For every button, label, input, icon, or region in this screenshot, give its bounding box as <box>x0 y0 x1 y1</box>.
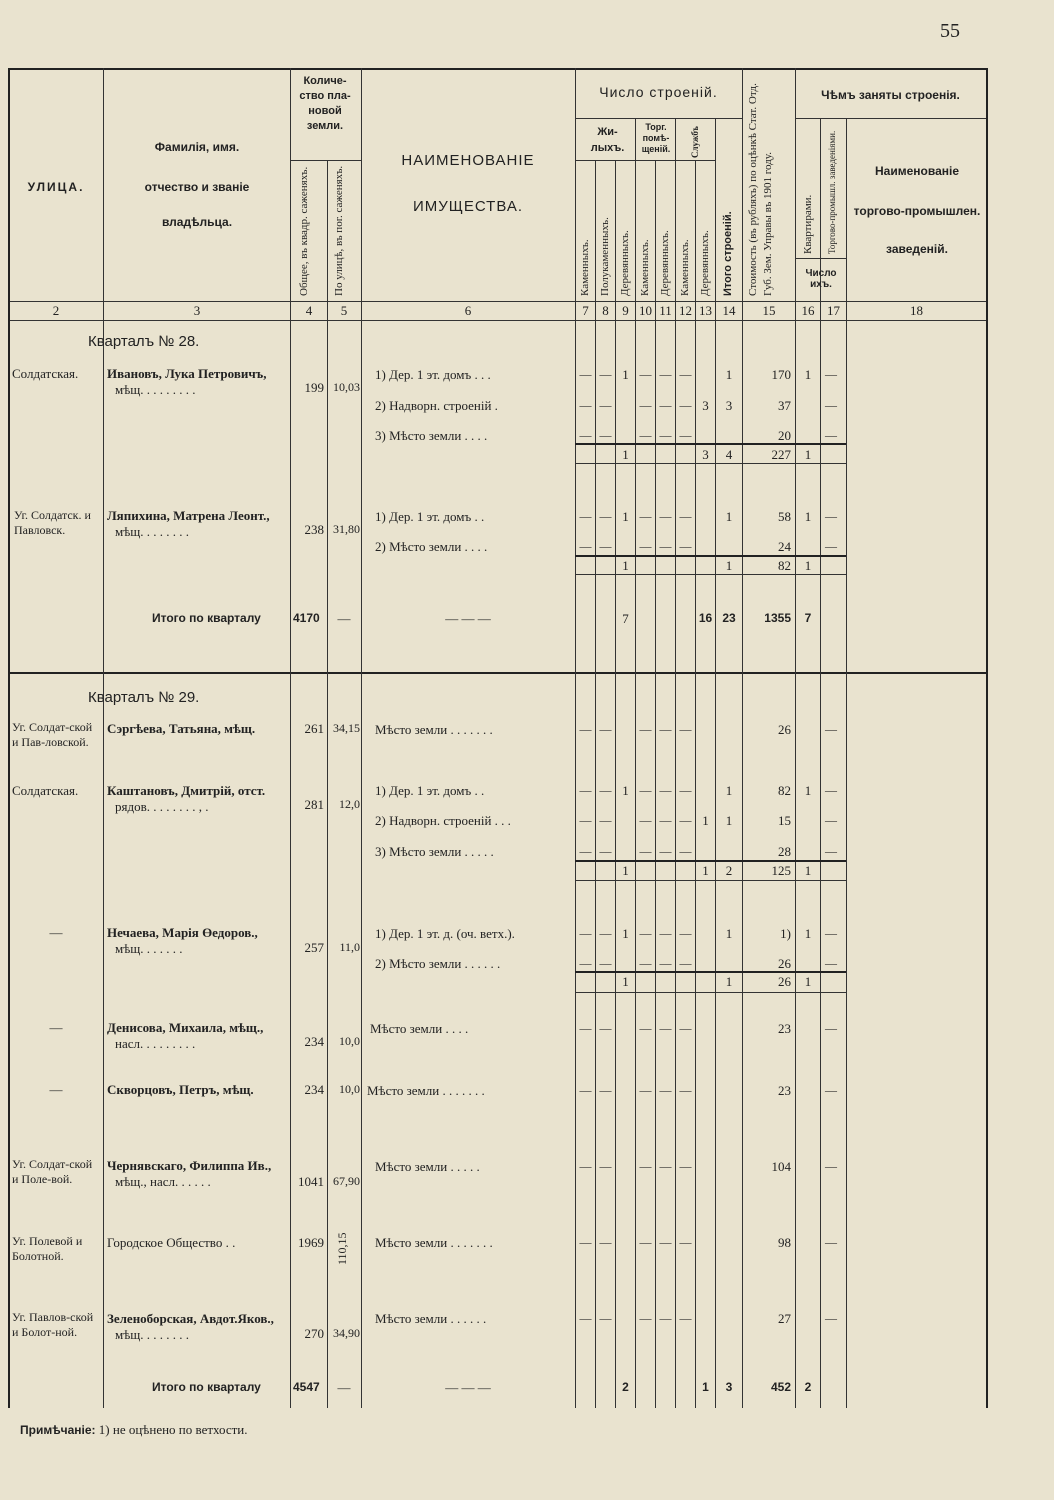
empty-cell-dash: — <box>639 398 652 412</box>
empty-cell-dash: — <box>639 722 652 736</box>
empty-cell-dash: — <box>679 813 692 827</box>
empty-cell-dash: — <box>659 956 672 970</box>
empty-cell-dash: — <box>659 844 672 858</box>
empty-cell-dash: — <box>679 367 692 381</box>
empty-cell-dash: — <box>579 1235 592 1249</box>
header-occupied: Чѣмъ заняты строенія. <box>821 88 960 102</box>
empty-cell-dash: — <box>679 1021 692 1035</box>
empty-cell-dash: — <box>639 1235 652 1249</box>
empty-cell-dash: — <box>599 367 612 381</box>
empty-cell-dash: — <box>825 367 837 381</box>
owner-line2: мѣщ. . . . . . . . . <box>115 382 196 397</box>
empty-cell-dash: — <box>679 926 692 940</box>
empty-cell-dash: — <box>599 539 612 553</box>
header-owner-3: владѣльца. <box>161 215 233 229</box>
empty-cell-dash: — <box>659 722 672 736</box>
empty-cell-dash: — <box>659 926 672 940</box>
empty-cell-dash: — <box>579 722 592 736</box>
header-wooden-1: Деревянныхъ. <box>619 230 631 296</box>
empty-cell-dash: — <box>599 844 612 858</box>
header-stone-1: Каменныхъ. <box>579 239 591 296</box>
empty-cell-dash: — <box>639 783 652 797</box>
empty-cell-dash: — <box>579 509 592 523</box>
empty-cell-dash: — <box>659 783 672 797</box>
header-stone-2: Каменныхъ. <box>639 239 651 296</box>
left-border <box>8 68 10 1408</box>
empty-cell-dash: — <box>825 813 837 827</box>
header-property-1: НАИМЕНОВАНІЕ <box>401 152 535 169</box>
empty-cell-dash: — <box>659 367 672 381</box>
empty-cell-dash: — <box>679 1311 692 1325</box>
empty-cell-dash: — <box>825 509 837 523</box>
header-semistone: Полукаменныхъ. <box>599 217 611 296</box>
empty-cell-dash: — <box>679 1235 692 1249</box>
footnote-label: Примѣчаніе: <box>20 1423 96 1437</box>
empty-cell-dash: — <box>639 428 652 442</box>
header-wooden-3: Деревянныхъ. <box>699 230 711 296</box>
header-wooden-2: Деревянныхъ. <box>659 230 671 296</box>
empty-cell-dash: — <box>825 1311 837 1325</box>
header-buildings: Число строеній. <box>599 84 718 100</box>
header-property-2: ИМУЩЕСТВА. <box>412 198 524 215</box>
block29-total-label: Итого по кварталу <box>152 1380 261 1394</box>
empty-cell-dash: — <box>599 398 612 412</box>
empty-cell-dash: — <box>659 1083 672 1097</box>
empty-cell-dash: — <box>825 844 837 858</box>
empty-cell-dash: — <box>599 428 612 442</box>
empty-cell-dash: — <box>639 1159 652 1173</box>
owner: Ивановъ, Лука Петровичъ, <box>107 366 267 381</box>
block28-title: Кварталъ № 28. <box>88 333 200 350</box>
empty-cell-dash: — <box>579 783 592 797</box>
empty-cell-dash: — <box>639 509 652 523</box>
empty-cell-dash: — <box>579 1159 592 1173</box>
header-trade-name-1: Наименованіе <box>875 164 959 178</box>
empty-cell-dash: — <box>825 1235 837 1249</box>
empty-cell-dash: — <box>825 956 837 970</box>
empty-cell-dash: — <box>579 428 592 442</box>
empty-cell-dash: — <box>599 813 612 827</box>
header-street: УЛИЦА. <box>27 180 85 194</box>
header-rule <box>8 301 986 302</box>
header-land: Количе-ство пла-новой земли. <box>299 75 351 132</box>
empty-cell-dash: — <box>639 539 652 553</box>
empty-cell-dash: — <box>579 367 592 381</box>
empty-cell-dash: — <box>579 813 592 827</box>
header-land-total: Общее, въ квадр. саженяхъ. <box>298 166 310 296</box>
header-living: Жи-лыхъ. <box>590 126 625 154</box>
empty-cell-dash: — <box>825 783 837 797</box>
empty-cell-dash: — <box>659 398 672 412</box>
colnum-rule <box>8 320 986 321</box>
empty-cell-dash: — <box>679 428 692 442</box>
empty-cell-dash: — <box>659 428 672 442</box>
empty-cell-dash: — <box>599 1159 612 1173</box>
header-owner-2: отчество и званіе <box>144 180 250 194</box>
empty-cell-dash: — <box>659 813 672 827</box>
empty-cell-dash: — <box>679 1083 692 1097</box>
empty-cell-dash: — <box>639 1311 652 1325</box>
header-trade-name-3: заведеній. <box>886 242 948 256</box>
empty-cell-dash: — <box>825 722 837 736</box>
empty-cell-dash: — <box>579 1021 592 1035</box>
empty-cell-dash: — <box>679 509 692 523</box>
empty-cell-dash: — <box>579 956 592 970</box>
header-stone-3: Каменныхъ. <box>679 239 691 296</box>
empty-cell-dash: — <box>599 926 612 940</box>
empty-cell-dash: — <box>579 926 592 940</box>
empty-cell-dash: — <box>679 844 692 858</box>
empty-cell-dash: — <box>579 844 592 858</box>
empty-cell-dash: — <box>679 956 692 970</box>
empty-cell-dash: — <box>639 367 652 381</box>
header-count: Число ихъ. <box>805 268 837 290</box>
empty-cell-dash: — <box>579 398 592 412</box>
empty-cell-dash: — <box>599 1235 612 1249</box>
block-separator <box>8 672 986 674</box>
empty-cell-dash: — <box>639 956 652 970</box>
empty-cell-dash: — <box>579 1083 592 1097</box>
empty-cell-dash: — <box>679 722 692 736</box>
header-cost: Стоимость (въ рубляхъ) по оцѣнкѣ Стат. Отд. Губ. Зем. Управы въ 1901 году. <box>747 83 774 296</box>
empty-cell-dash: — <box>659 539 672 553</box>
empty-cell-dash: — <box>825 428 837 442</box>
empty-cell-dash: — <box>639 813 652 827</box>
header-apartments: Квартирами. <box>802 194 814 254</box>
empty-cell-dash: — <box>599 1083 612 1097</box>
empty-cell-dash: — <box>579 539 592 553</box>
street: Солдатская. <box>12 366 79 381</box>
empty-cell-dash: — <box>679 539 692 553</box>
empty-cell-dash: — <box>599 1021 612 1035</box>
empty-cell-dash: — <box>639 844 652 858</box>
footnote <box>20 1422 248 1438</box>
empty-cell-dash: — <box>599 956 612 970</box>
empty-cell-dash: — <box>579 1311 592 1325</box>
empty-cell-dash: — <box>599 783 612 797</box>
top-rule <box>8 68 986 70</box>
block29-title: Кварталъ № 29. <box>88 689 200 706</box>
header-trade-name-2: торгово-промышлен. <box>853 204 981 218</box>
empty-cell-dash: — <box>825 926 837 940</box>
empty-cell-dash: — <box>825 539 837 553</box>
empty-cell-dash: — <box>825 1083 837 1097</box>
header-owner-1: Фамилія, имя. <box>154 140 240 154</box>
header-trade: Торг. помѣ-щеній. <box>641 122 671 154</box>
empty-cell-dash: — <box>599 509 612 523</box>
empty-cell-dash: — <box>659 1311 672 1325</box>
right-border <box>986 68 988 1408</box>
header-total-buildings: Итого строеній. <box>722 211 734 296</box>
block28-total-label: Итого по кварталу <box>152 611 261 625</box>
empty-cell-dash: — <box>639 1083 652 1097</box>
header-land-street: По улицѣ, въ пог. саженяхъ. <box>333 165 345 296</box>
header-trade-est: Торгово-промышл. заведеніями. <box>827 130 837 254</box>
empty-cell-dash: — <box>679 783 692 797</box>
footnote-text: 1) не оцѣнено по ветхости. <box>98 1422 248 1437</box>
empty-cell-dash: — <box>599 1311 612 1325</box>
header-service: Службъ <box>690 126 700 158</box>
empty-cell-dash: — <box>659 1159 672 1173</box>
empty-cell-dash: — <box>825 1159 837 1173</box>
empty-cell-dash: — <box>679 1159 692 1173</box>
empty-cell-dash: — <box>599 722 612 736</box>
empty-cell-dash: — <box>659 509 672 523</box>
empty-cell-dash: — <box>639 926 652 940</box>
page-number: 55 <box>940 20 960 42</box>
empty-cell-dash: — <box>659 1021 672 1035</box>
empty-cell-dash: — <box>659 1235 672 1249</box>
empty-cell-dash: — <box>679 398 692 412</box>
empty-cell-dash: — <box>825 398 837 412</box>
empty-cell-dash: — <box>639 1021 652 1035</box>
empty-cell-dash: — <box>825 1021 837 1035</box>
